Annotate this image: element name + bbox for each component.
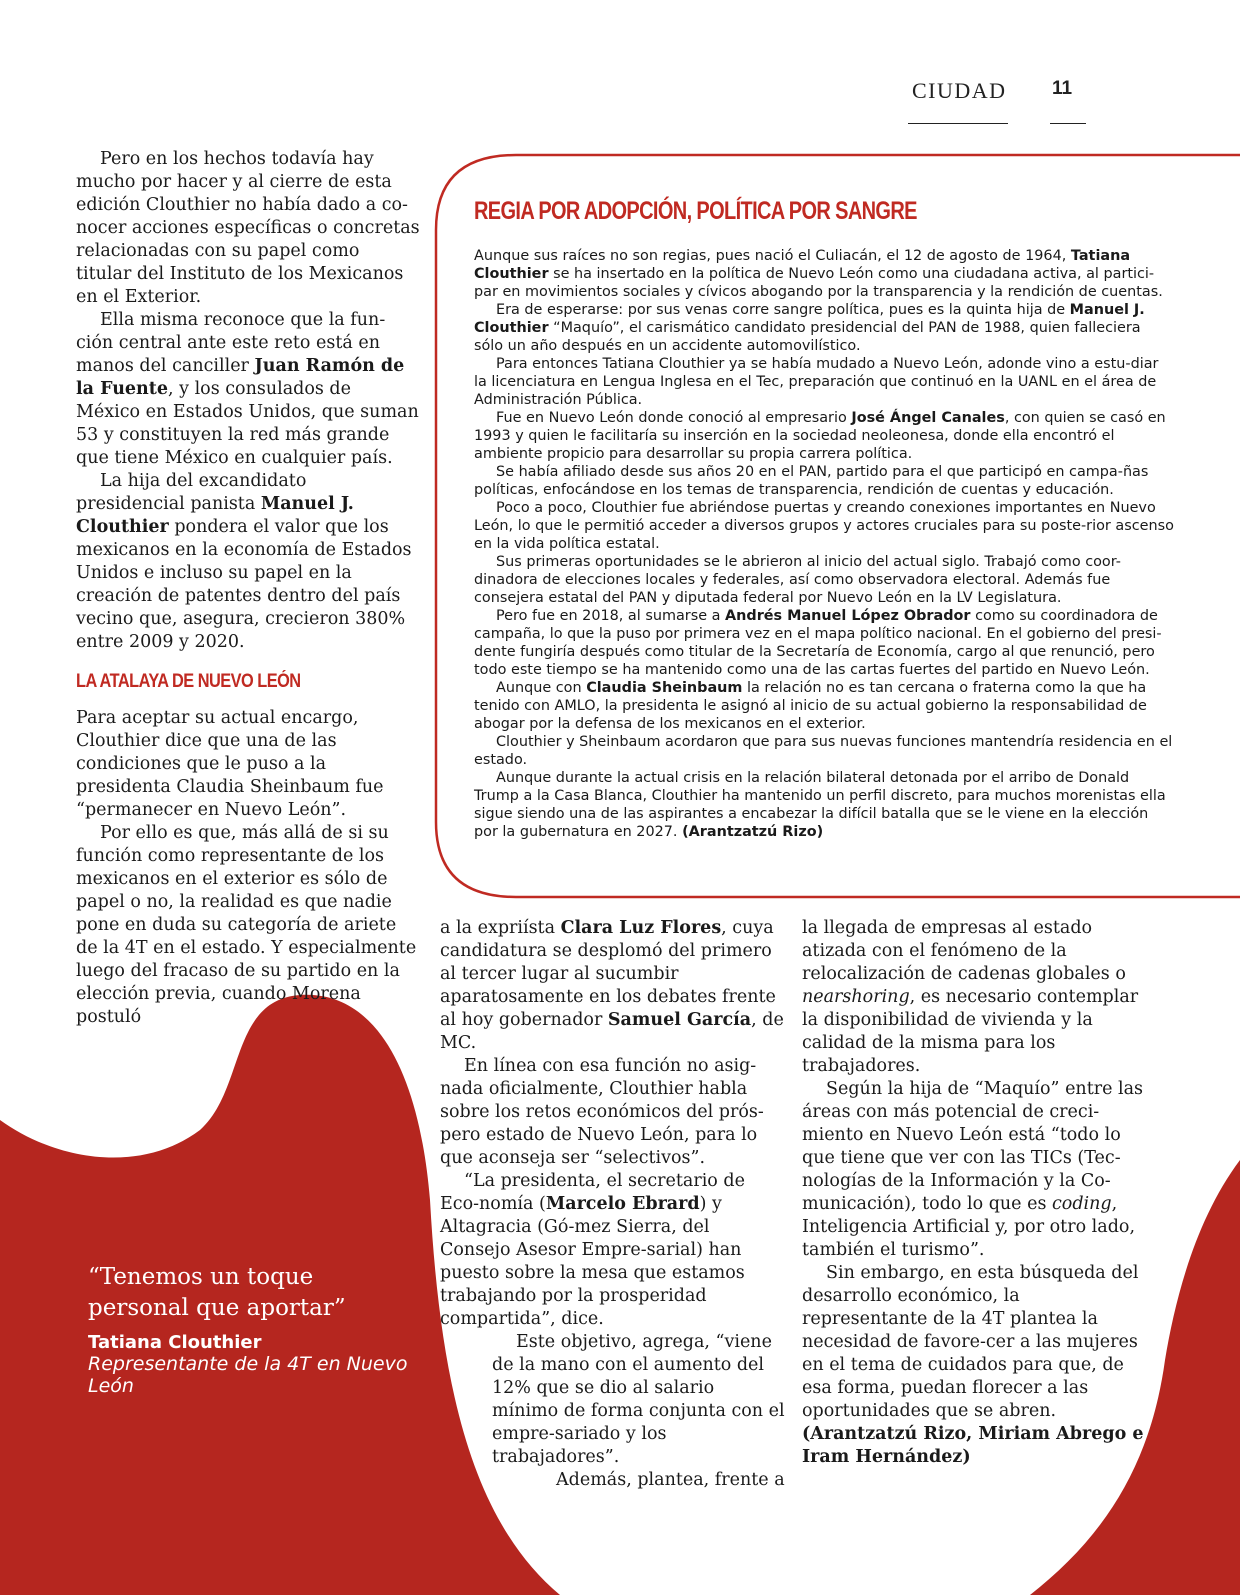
section-subhead: LA ATALAYA DE NUEVO LEÓN (76, 671, 301, 692)
section-name: CIUDAD (912, 78, 1007, 103)
paragraph-text: ) y Altagracia (Gó-mez Sierra, del Consejo Asesor Empre-sarial) han puesto sobre la mesa que estamos trabajando por la prosperidad compartida”, dice. (440, 1194, 745, 1329)
paragraph (440, 1331, 785, 1469)
paragraph-text: , de MC. (440, 1010, 784, 1053)
person-name: Tatiana Clouthier (474, 248, 1131, 282)
paragraph-text: como su coordinadora de campaña, lo que la puso por primera vez en el mapa político nacional. En el gobierno del presi-dente fungiría después como titular de la Secretaría de Economía, cargo al que renunció, pero todo este tiempo se ha mantenido como una de las cartas fuertes del partido en Nuevo León. (474, 608, 1162, 678)
emphasized-term: coding (1051, 1194, 1112, 1214)
article-column-1 (76, 148, 420, 1029)
paragraph-text: la llegada de empresas al estado atizada con el fenómeno de la relocalización de cadenas globales o (802, 918, 1126, 984)
paragraph-text: Aunque con (496, 680, 587, 696)
paragraph-text: Sin embargo, en esta búsqueda del desarrollo económico, la representante de la 4T plantea la necesidad de favore-cer a las mujeres en el tema de cuidados para que, de esa forma, puedan florecer a las oportunidades que se abren. (802, 1263, 1139, 1421)
paragraph-text: se ha insertado en la política de Nuevo León como una ciudadana activa, al partici-par en movimientos sociales y cívicos abogando por la transparencia y la rendición de cuentas. (474, 266, 1163, 300)
sidebar-body (474, 247, 1174, 841)
paragraph (76, 822, 420, 1029)
paragraph-text: Sus primeras oportunidades se le abrieron al inicio del actual siglo. Trabajó como coor-dinadora de elecciones locales y federales, así como observadora electoral. Además fue consejera estatal del PAN y diputada federal por Nuevo León en la LV Legislatura. (474, 554, 1121, 606)
paragraph-text: Ella misma reconoce que la fun-ción central ante este reto está en manos del canciller (76, 310, 386, 376)
paragraph-text: pondera el valor que los mexicanos en la economía de Estados Unidos e incluso su papel en la creación de patentes dentro del país vecino que, asegura, crecieron 380% entre 2009 y 2020. (76, 517, 412, 652)
paragraph-text: , es necesario contemplar la disponibilidad de vivienda y la calidad de la misma para los trabajadores. (802, 987, 1139, 1076)
paragraph-text: Aunque sus raíces no son regias, pues nació el Culiacán, el 12 de agosto de 1964, (474, 248, 1071, 264)
paragraph-text: Fue en Nuevo León donde conoció al empresario (496, 410, 852, 426)
paragraph (474, 499, 1174, 553)
person-name: Manuel J. Clouthier (474, 302, 1145, 336)
paragraph-text: Por ello es que, más allá de si su función como representante de los mexicanos en el exterior es sólo de papel o no, la realidad es que nadie pone en duda su categoría de ariete de la 4T en el estado. Y especialmente luego del fracaso de su partido en la elección previa, cuando Morena postuló (76, 823, 417, 1027)
paragraph-text: , cuya candidatura se desplomó del primero al tercer lugar al sucumbir aparatosamente en los debates frente al hoy gobernador (440, 918, 776, 1030)
paragraph-text: Aunque durante la actual crisis en la relación bilateral detonada por el arribo de Donald Trump a la Casa Blanca, Clouthier ha mantenido un perfil discreto, para muchos morenistas ella sigue siendo una de las aspirantes a encabezar la difícil batalla que se le viene en la elección por la gubernatura en 2027. (474, 770, 1166, 840)
paragraph-text: , y los consulados de México en Estados Unidos, que suman 53 y constituyen la red más grande que tiene México en cualquier país. (76, 379, 419, 468)
paragraph (474, 679, 1174, 733)
paragraph (474, 247, 1174, 301)
paragraph (440, 1055, 785, 1170)
pull-quote (88, 1262, 408, 1397)
paragraph (474, 553, 1174, 607)
page-number: 11 (1052, 78, 1073, 99)
paragraph-text: Según la hija de “Maquío” entre las áreas con más potencial de creci-miento en Nuevo León está “todo lo que tiene que ver con las TICs (Tec-nologías de la Información y la Co-municación), todo lo que es (802, 1079, 1144, 1214)
person-name: Juan Ramón de la Fuente (76, 356, 405, 399)
paragraph-text: , con quien se casó en 1993 y quien le facilitaría su inserción en la sociedad neoleonesa, donde ella encontró el ambiente propicio para desarrollar su propia carrera política. (474, 410, 1166, 462)
paragraph (474, 409, 1174, 463)
paragraph-text: Pero en los hechos todavía hay mucho por hacer y al cierre de esta edición Clouthier no había dado a co-nocer acciones específicas o concretas relacionadas con su papel como titular del Instituto de los Mexicanos en el Exterior. (76, 149, 420, 307)
person-name: Claudia Sheinbaum (586, 680, 743, 696)
paragraph-text: Pero fue en 2018, al sumarse a (496, 608, 726, 624)
article-column-3 (802, 917, 1147, 1469)
person-name: Marcelo Ebrard (545, 1194, 700, 1214)
paragraph-text: “La presidenta, el secretario de Eco-nomía ( (440, 1171, 745, 1214)
paragraph (76, 707, 420, 822)
quote-attribution-name: Tatiana Clouthier (88, 1332, 262, 1353)
paragraph (440, 1469, 785, 1492)
paragraph-text: Poco a poco, Clouthier fue abriéndose puertas y creando conexiones importantes en Nuevo León, lo que le permitió acceder a diversos grupos y actores cruciales para su poste-rior ascenso en la vida política estatal. (474, 500, 1174, 552)
author-credit: (Arantzatzú Rizo) (682, 824, 824, 840)
paragraph-text: a la expriísta (440, 918, 561, 938)
paragraph (474, 733, 1174, 769)
paragraph-text: La hija del excandidato presidencial panista (76, 471, 307, 514)
paragraph (76, 470, 420, 654)
author-credit (802, 1423, 1147, 1469)
author-credit-text: (Arantzatzú Rizo, Miriam Abrego e Iram Hernández) (802, 1424, 1144, 1467)
paragraph-text: Se había afiliado desde sus años 20 en el PAN, partido para el que participó en campa-ñas políticas, enfocándose en los temas de transparencia, rendición de cuentas y educación. (474, 464, 1149, 498)
person-name: Manuel J. Clouthier (76, 494, 354, 537)
paragraph-text: Este objetivo, agrega, “viene de la mano con el aumento del 12% que se dio al salario mínimo de forma conjunta con el empre-sariado y los trabajadores”. (492, 1332, 785, 1467)
quote-text: “Tenemos un toque personal que aportar” (88, 1264, 346, 1321)
person-name: Andrés Manuel López Obrador (725, 608, 971, 624)
paragraph (802, 1262, 1147, 1423)
header-rule-right (1050, 123, 1086, 124)
header-rule-left (908, 123, 1008, 124)
paragraph-text: Era de esperarse: por sus venas corre sangre política, pues es la quinta hija de (496, 302, 1070, 318)
paragraph (440, 917, 785, 1055)
paragraph (76, 148, 420, 309)
paragraph (474, 355, 1174, 409)
paragraph-text: Para entonces Tatiana Clouthier ya se había mudado a Nuevo León, adonde vino a estu-diar la licenciatura en Lengua Inglesa en el Tec, preparación que continuó en la UANL en el área de Administración Pública. (474, 356, 1159, 408)
article-column-2 (440, 917, 785, 1492)
person-name: Clara Luz Flores (560, 918, 722, 938)
person-name: José Ángel Canales (851, 410, 1005, 426)
paragraph (474, 463, 1174, 499)
emphasized-term: nearshoring (802, 987, 910, 1007)
paragraph-text: En línea con esa función no asig-nada oficialmente, Clouthier habla sobre los retos económicos del prós-pero estado de Nuevo León, para lo que aconseja ser “selectivos”. (440, 1056, 764, 1168)
paragraph (440, 1170, 785, 1331)
paragraph (76, 309, 420, 470)
paragraph (474, 301, 1174, 355)
paragraph-text: “Maquío”, el carismático candidato presidencial del PAN de 1988, quien falleciera sólo un año después en un accidente automovilístico. (474, 320, 1141, 354)
sidebar-title: REGIA POR ADOPCIÓN, POLÍTICA POR SANGRE (474, 197, 917, 225)
paragraph (474, 607, 1174, 679)
person-name: Samuel García (607, 1010, 752, 1030)
paragraph-text: Clouthier y Sheinbaum acordaron que para sus nuevas funciones mantendría residencia en el estado. (474, 734, 1173, 768)
paragraph-text: la relación no es tan cercana o fraterna como la que ha tenido con AMLO, la presidenta le asignó al inicio de su actual gobierno la responsabilidad de abogar por la defensa de los mexicanos en el exterior. (474, 680, 1147, 732)
sidebar-box (436, 155, 1226, 897)
paragraph-text: , Inteligencia Artificial y, por otro lado, también el turismo”. (802, 1194, 1136, 1260)
paragraph (474, 769, 1174, 841)
paragraph-text: Para aceptar su actual encargo, Clouthier dice que una de las condiciones que le puso a la presidenta Claudia Sheinbaum fue “permanecer en Nuevo León”. (76, 708, 384, 820)
paragraph (802, 917, 1147, 1078)
paragraph-text: Además, plantea, frente a (556, 1470, 785, 1490)
quote-attribution-role: Representante de la 4T en Nuevo León (88, 1353, 408, 1397)
paragraph (802, 1078, 1147, 1262)
